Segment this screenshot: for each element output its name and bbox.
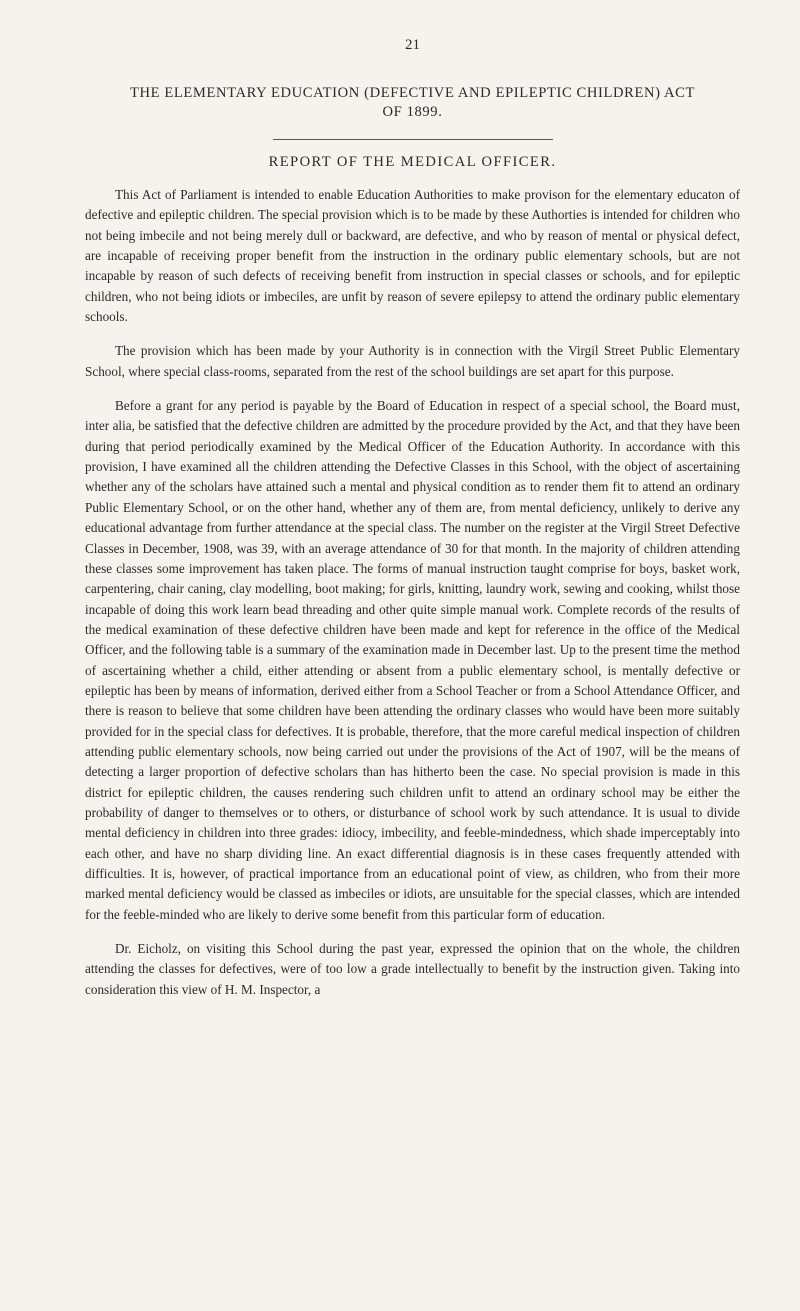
act-title-line-1: THE ELEMENTARY EDUCATION (DEFECTIVE AND EPILEPTIC CHILDREN) ACT bbox=[129, 85, 696, 101]
paragraph-1: This Act of Parliament is intended to enable Education Authorities to make provison for the elementary educaton of defective and epileptic children. The special provision which is to be made by these Authorties is intended for children who not being imbecile and not being merely dull or backward, are defective, and who by reason of mental or physical defect, are incapable of receiving proper benefit from the instruction in the ordinary public elementary schools, but are not incapable by reason of such defects of receiving benefit from instruction in special classes or schools, and for epileptic children, who not being idiots or imbeciles, are unfit by reason of severe epilepsy to attend the ordinary public elementary schools. bbox=[85, 187, 740, 325]
act-title-line-2: OF 1899. bbox=[382, 104, 443, 120]
report-title: REPORT OF THE MEDICAL OFFICER. bbox=[268, 154, 557, 170]
page-number: 21 bbox=[405, 37, 420, 53]
act-title bbox=[85, 84, 740, 122]
section-divider bbox=[273, 139, 553, 140]
paragraph-4: Dr. Eicholz, on visiting this School during the past year, expressed the opinion that on the whole, the children attending the classes for defectives, were of too low a grade intellectually to benefit by the instruction given. Taking into consideration this view of H. M. Inspector, a bbox=[85, 941, 740, 997]
paragraph-2: The provision which has been made by your Authority is in connection with the Virgil Street Public Elementary School, where special class-rooms, separated from the rest of the school buildings are set apart for this purpose. bbox=[85, 343, 740, 379]
paragraph-3: Before a grant for any period is payable by the Board of Education in respect of a special school, the Board must, inter alia, be satisfied that the defective children are admitted by the procedure provided by the Act, and that they have been during that period periodically examined by the Medical Officer of the Education Authority. In accordance with this provision, I have examined all the children attending the Defective Classes in this School, with the object of ascertaining whether any of the scholars have attained such a mental and physical condition as to render them fit to attend an ordinary Public Elementary School, or on the other hand, whether any of them are, from mental deficiency, unlikely to derive any educational advantage from further attendance at the special class. The number on the register at the Virgil Street Defective Classes in December, 1908, was 39, with an average attendance of 30 for that month. In the majority of children attending these classes some improvement has taken place. The forms of manual instruction taught comprise for boys, basket work, carpentering, chair caning, clay modelling, boot making; for girls, knitting, laundry work, sewing and cooking, whilst those incapable of doing this work learn bead threading and other quite simple manual work. Complete records of the results of the medical examination of these defective children have been made and kept for reference in the office of the Medical Officer, and the following table is a summary of the examination made in December last. Up to the present time the method of ascertaining whether a child, either attending or absent from a public elementary school, is mentally defective or epileptic has been by means of information, derived either from a School Teacher or from a School Attendance Officer, and there is reason to believe that some children have been attending the ordinary classes who would have been more suitably provided for in the special class for defectives. It is probable, therefore, that the more careful medical inspection of children attending public elementary schools, now being carried out under the provisions of the Act of 1907, will be the means of detecting a larger proportion of defective scholars than has hitherto been the case. No special provision is made in this district for epileptic children, the causes rendering such children unfit to attend an ordinary school may be either the probability of danger to themselves or to others, or disturbance of school work by such attendance. It is usual to divide mental deficiency in children into three grades: idiocy, imbecility, and feeble-mindedness, which shade imperceptably into each other, and have no sharp dividing line. An exact differential diagnosis is in these cases frequently attended with difficulties. It is, however, of practical importance from an educational point of view, as children, who from their more marked mental deficiency would be classed as imbeciles or idiots, are unsuitable for the special classes, which are intended for the feeble-minded who are likely to derive some benefit from this particular form of education. bbox=[85, 398, 740, 922]
report-body bbox=[85, 185, 740, 1000]
